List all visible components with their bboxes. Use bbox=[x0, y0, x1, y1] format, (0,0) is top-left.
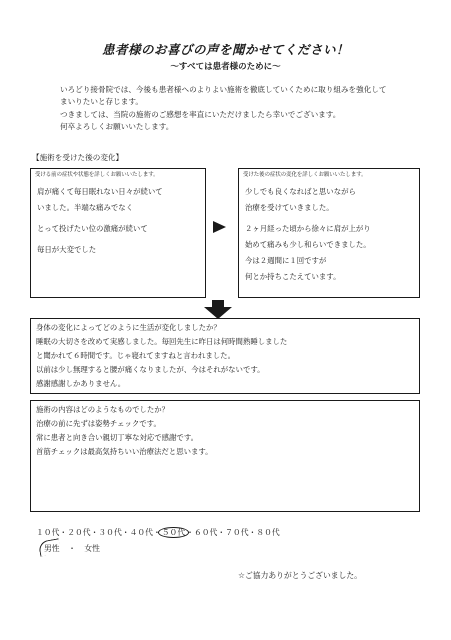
after-line: 何とか持ちこたえています。 bbox=[245, 272, 341, 281]
life-change-question: 身体の変化によってどのように生活が変化しましたか？ bbox=[36, 323, 221, 332]
separator: ・ bbox=[121, 528, 130, 537]
treatment-line: 治療の前に先ずは姿勢チェックです。 bbox=[36, 419, 161, 428]
before-box bbox=[30, 168, 206, 298]
separator: ・ bbox=[217, 528, 226, 537]
treatment-content-box bbox=[30, 400, 420, 512]
gender-option-male[interactable]: 男性 bbox=[44, 544, 60, 553]
arrow-down-icon bbox=[203, 300, 233, 320]
age-option[interactable]: ８０代 bbox=[256, 528, 280, 537]
section-label: 【施術を受けた後の変化】 bbox=[32, 153, 124, 162]
after-line: 少しでも良くなればと思いながら bbox=[245, 187, 356, 196]
life-change-box bbox=[30, 318, 420, 394]
gender-options bbox=[44, 543, 100, 554]
intro-line: まいりたいと存じます。 bbox=[60, 97, 143, 107]
after-box-heading: 受けた後の症状の変化を詳しくお願いいたします。 bbox=[243, 172, 367, 178]
after-box bbox=[238, 168, 420, 298]
intro-text bbox=[60, 84, 400, 134]
gender-option-female[interactable]: 女性 bbox=[84, 544, 100, 553]
age-option[interactable]: ３０代 bbox=[98, 528, 122, 537]
page-title: 患者様のお喜びの声を聞かせてください！ bbox=[101, 42, 349, 57]
age-option[interactable]: ７０代 bbox=[225, 528, 249, 537]
before-box-heading: 受ける前の症状や状態を詳しくお願いいたします。 bbox=[35, 172, 159, 178]
age-option[interactable]: ２０代 bbox=[67, 528, 91, 537]
separator: ・ bbox=[248, 528, 257, 537]
life-change-line: 感謝感謝しかありません。 bbox=[36, 379, 126, 388]
before-line: 毎日が大変でした bbox=[37, 245, 97, 254]
thanks-message: ☆ご協力ありがとうございました。 bbox=[238, 571, 362, 580]
before-line: 肩が痛くて毎日眠れない日々が続いて bbox=[37, 187, 163, 196]
life-change-line: 睡眠の大切さを改めて実感しました。毎回先生に昨日は何時間熟睡しました bbox=[36, 337, 288, 346]
intro-line: つきましては、当院の施術のご感想を率直にいただけましたら幸いでございます。 bbox=[60, 109, 341, 119]
age-option[interactable]: ６０代 bbox=[193, 528, 218, 537]
arrow-right-icon bbox=[213, 221, 226, 233]
treatment-question: 施術の内容はどのようなものでしたか？ bbox=[36, 405, 170, 414]
age-options bbox=[36, 527, 280, 538]
age-option[interactable]: １０代 bbox=[36, 528, 60, 537]
intro-line: いろどり接骨院では、今後も患者様へのよりよい施術を徹底していくために取り組みを強化して bbox=[60, 85, 387, 94]
before-line: いました。半端な痛みでなく bbox=[37, 203, 134, 212]
after-line: 始めて痛みも少し和らいできました。 bbox=[245, 240, 371, 249]
intro-line: 何卒よろしくお願いいたします。 bbox=[60, 122, 174, 132]
before-line: とって投げたい位の激痛が続いて bbox=[37, 224, 148, 233]
separator: ・ bbox=[90, 528, 99, 537]
separator: ・ bbox=[152, 528, 161, 537]
separator: ・ bbox=[68, 544, 76, 553]
life-change-line: と聞かれて６時間です。じゃ寝れてますねと言われました。 bbox=[36, 351, 235, 360]
age-option-selected[interactable]: ５０代 bbox=[158, 527, 189, 538]
treatment-line: 首筋チェックは最高気持ちいい治療法だと思います。 bbox=[36, 447, 213, 456]
separator: ・ bbox=[186, 528, 194, 537]
treatment-line: 常に患者と向き合い親切丁寧な対応で感謝です。 bbox=[36, 433, 199, 442]
page-subtitle: ～すべては患者様のために～ bbox=[170, 62, 281, 72]
after-line: 治療を受けていきました。 bbox=[245, 203, 334, 212]
after-line: 今は２週間に１回ですが bbox=[245, 256, 327, 265]
separator: ・ bbox=[59, 528, 68, 537]
after-line: ２ヶ月経った頃から徐々に肩が上がり bbox=[245, 224, 371, 233]
life-change-line: 以前は少し無理すると腰が痛くなりましたが、今はそれがないです。 bbox=[36, 365, 265, 374]
age-option[interactable]: ４０代 bbox=[129, 528, 153, 537]
